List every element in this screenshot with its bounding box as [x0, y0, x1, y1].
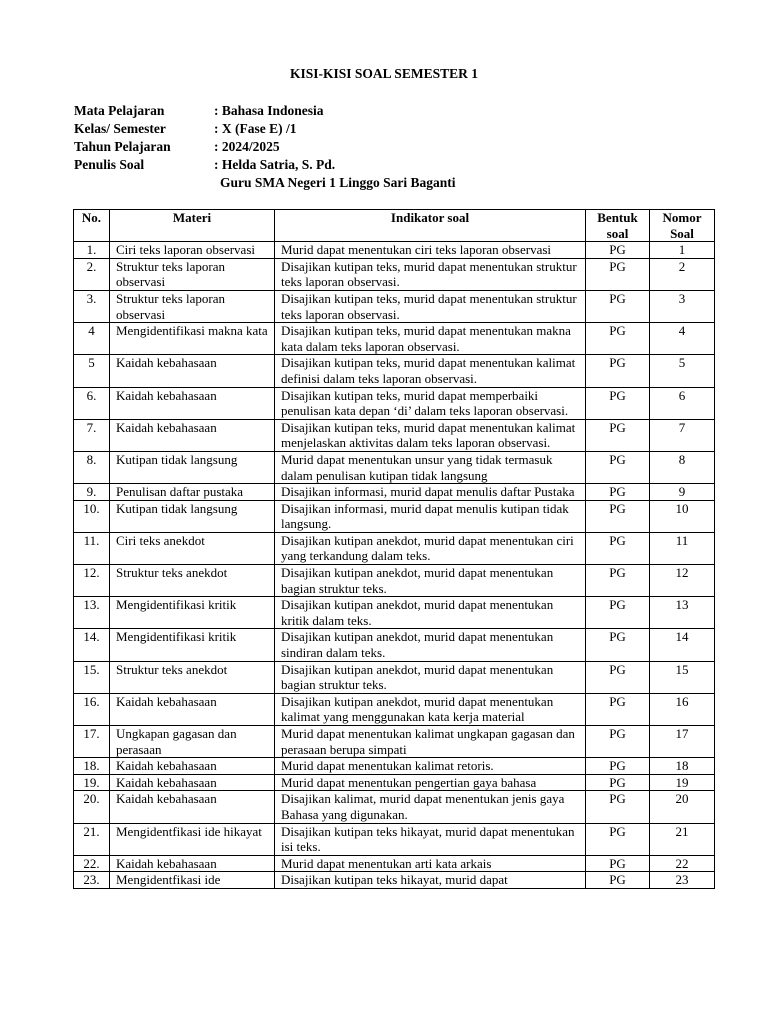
table-row [74, 484, 715, 501]
cell-nomor: 9 [650, 484, 715, 501]
cell-nomor: 1 [650, 242, 715, 259]
cell-materi: Kaidah kebahasaan [110, 419, 275, 451]
cell-materi: Kaidah kebahasaan [110, 774, 275, 791]
table-row [74, 419, 715, 451]
table-row [74, 774, 715, 791]
cell-nomor: 7 [650, 419, 715, 451]
cell-bentuk: PG [586, 242, 650, 259]
table-row [74, 855, 715, 872]
cell-nomor: 2 [650, 258, 715, 290]
header-nomor: Nomor Soal [650, 210, 715, 242]
cell-no: 3. [74, 290, 110, 322]
cell-nomor: 18 [650, 758, 715, 775]
table-row [74, 597, 715, 629]
cell-indikator: Disajikan kutipan anekdot, murid dapat menentukan kritik dalam teks. [275, 597, 586, 629]
cell-bentuk: PG [586, 451, 650, 483]
cell-nomor: 21 [650, 823, 715, 855]
header-indikator: Indikator soal [275, 210, 586, 242]
table-row [74, 726, 715, 758]
cell-materi: Ciri teks anekdot [110, 532, 275, 564]
cell-no: 13. [74, 597, 110, 629]
table-row [74, 661, 715, 693]
cell-indikator: Murid dapat menentukan ciri teks laporan observasi [275, 242, 586, 259]
cell-no: 4 [74, 323, 110, 355]
table-body [74, 242, 715, 889]
cell-indikator: Disajikan kutipan anekdot, murid dapat menentukan kalimat yang menggunakan kata kerja material [275, 693, 586, 725]
cell-bentuk: PG [586, 629, 650, 661]
cell-no: 6. [74, 387, 110, 419]
cell-bentuk: PG [586, 258, 650, 290]
cell-nomor: 14 [650, 629, 715, 661]
cell-indikator: Murid dapat menentukan kalimat retoris. [275, 758, 586, 775]
cell-nomor: 23 [650, 872, 715, 889]
cell-bentuk: PG [586, 823, 650, 855]
meta-label: Penulis Soal [74, 157, 145, 172]
cell-nomor: 11 [650, 532, 715, 564]
cell-nomor: 13 [650, 597, 715, 629]
cell-no: 11. [74, 532, 110, 564]
cell-bentuk: PG [586, 693, 650, 725]
table-row [74, 565, 715, 597]
cell-indikator: Murid dapat menentukan arti kata arkais [275, 855, 586, 872]
cell-materi: Penulisan daftar pustaka [110, 484, 275, 501]
meta-value: : X (Fase E) /1 [214, 121, 297, 136]
cell-no: 16. [74, 693, 110, 725]
cell-materi: Mengidentifikasi kritik [110, 597, 275, 629]
table-row [74, 500, 715, 532]
cell-materi: Kaidah kebahasaan [110, 693, 275, 725]
cell-bentuk: PG [586, 323, 650, 355]
meta-label: Kelas/ Semester [74, 121, 166, 136]
cell-nomor: 19 [650, 774, 715, 791]
cell-bentuk: PG [586, 355, 650, 387]
cell-no: 23. [74, 872, 110, 889]
cell-indikator: Disajikan kutipan teks, murid dapat menentukan struktur teks laporan observasi. [275, 290, 586, 322]
cell-materi: Struktur teks laporan observasi [110, 258, 275, 290]
cell-no: 21. [74, 823, 110, 855]
cell-materi: Mengidentfikasi ide [110, 872, 275, 889]
table-row [74, 290, 715, 322]
cell-indikator: Murid dapat menentukan kalimat ungkapan gagasan dan perasaan berupa simpati [275, 726, 586, 758]
cell-indikator: Murid dapat menentukan unsur yang tidak termasuk dalam penulisan kutipan tidak langsung [275, 451, 586, 483]
cell-materi: Ciri teks laporan observasi [110, 242, 275, 259]
table-row [74, 387, 715, 419]
cell-nomor: 6 [650, 387, 715, 419]
cell-no: 17. [74, 726, 110, 758]
meta-row-class [74, 120, 456, 138]
cell-indikator: Disajikan kutipan teks, murid dapat menentukan makna kata dalam teks laporan observasi. [275, 323, 586, 355]
meta-value: : 2024/2025 [214, 139, 280, 154]
cell-nomor: 12 [650, 565, 715, 597]
cell-materi: Mengidentfikasi ide hikayat [110, 823, 275, 855]
cell-bentuk: PG [586, 726, 650, 758]
cell-indikator: Disajikan kutipan teks hikayat, murid dapat menentukan isi teks. [275, 823, 586, 855]
cell-bentuk: PG [586, 565, 650, 597]
cell-nomor: 10 [650, 500, 715, 532]
table-row [74, 693, 715, 725]
cell-nomor: 20 [650, 791, 715, 823]
cell-nomor: 5 [650, 355, 715, 387]
header-bentuk: Bentuk soal [586, 210, 650, 242]
cell-bentuk: PG [586, 661, 650, 693]
cell-bentuk: PG [586, 758, 650, 775]
cell-indikator: Disajikan kutipan teks, murid dapat menentukan kalimat menjelaskan aktivitas dalam teks laporan observasi. [275, 419, 586, 451]
cell-bentuk: PG [586, 290, 650, 322]
cell-nomor: 3 [650, 290, 715, 322]
cell-no: 22. [74, 855, 110, 872]
table-row [74, 758, 715, 775]
cell-bentuk: PG [586, 791, 650, 823]
cell-no: 19. [74, 774, 110, 791]
cell-materi: Mengidentifikasi kritik [110, 629, 275, 661]
meta-value: : Helda Satria, S. Pd. [214, 157, 336, 172]
cell-indikator: Disajikan kalimat, murid dapat menentukan jenis gaya Bahasa yang digunakan. [275, 791, 586, 823]
question-grid-table [73, 209, 715, 889]
header-materi: Materi [110, 210, 275, 242]
cell-nomor: 17 [650, 726, 715, 758]
cell-bentuk: PG [586, 532, 650, 564]
table-header-row [74, 210, 715, 242]
cell-no: 8. [74, 451, 110, 483]
cell-indikator: Disajikan kutipan anekdot, murid dapat menentukan ciri yang terkandung dalam teks. [275, 532, 586, 564]
cell-bentuk: PG [586, 597, 650, 629]
header-no: No. [74, 210, 110, 242]
author-institution: Guru SMA Negeri 1 Linggo Sari Baganti [220, 175, 456, 190]
cell-nomor: 15 [650, 661, 715, 693]
table-row [74, 823, 715, 855]
cell-materi: Struktur teks laporan observasi [110, 290, 275, 322]
cell-materi: Kaidah kebahasaan [110, 387, 275, 419]
page-title: KISI-KISI SOAL SEMESTER 1 [290, 66, 478, 81]
cell-nomor: 8 [650, 451, 715, 483]
cell-indikator: Disajikan kutipan anekdot, murid dapat menentukan bagian struktur teks. [275, 565, 586, 597]
meta-row-author [74, 156, 456, 174]
cell-no: 10. [74, 500, 110, 532]
table-row [74, 791, 715, 823]
meta-value: : Bahasa Indonesia [214, 103, 324, 118]
cell-no: 18. [74, 758, 110, 775]
cell-no: 20. [74, 791, 110, 823]
table-row [74, 872, 715, 889]
cell-indikator: Disajikan kutipan teks, murid dapat menentukan struktur teks laporan observasi. [275, 258, 586, 290]
cell-bentuk: PG [586, 855, 650, 872]
meta-label: Mata Pelajaran [74, 103, 165, 118]
cell-nomor: 4 [650, 323, 715, 355]
table-row [74, 532, 715, 564]
cell-indikator: Disajikan kutipan teks hikayat, murid dapat [275, 872, 586, 889]
cell-bentuk: PG [586, 387, 650, 419]
meta-row-year [74, 138, 456, 156]
cell-materi: Struktur teks anekdot [110, 661, 275, 693]
cell-indikator: Disajikan kutipan teks, murid dapat memperbaiki penulisan kata depan ‘di’ dalam teks laporan observasi. [275, 387, 586, 419]
meta-row-subject [74, 102, 456, 120]
cell-no: 1. [74, 242, 110, 259]
meta-label: Tahun Pelajaran [74, 139, 171, 154]
cell-materi: Struktur teks anekdot [110, 565, 275, 597]
cell-nomor: 16 [650, 693, 715, 725]
cell-no: 15. [74, 661, 110, 693]
cell-indikator: Murid dapat menentukan pengertian gaya bahasa [275, 774, 586, 791]
cell-bentuk: PG [586, 774, 650, 791]
cell-no: 9. [74, 484, 110, 501]
cell-bentuk: PG [586, 872, 650, 889]
table-row [74, 242, 715, 259]
cell-materi: Ungkapan gagasan dan perasaan [110, 726, 275, 758]
table-row [74, 355, 715, 387]
cell-no: 12. [74, 565, 110, 597]
cell-materi: Kaidah kebahasaan [110, 758, 275, 775]
cell-indikator: Disajikan informasi, murid dapat menulis kutipan tidak langsung. [275, 500, 586, 532]
table-row [74, 258, 715, 290]
cell-bentuk: PG [586, 419, 650, 451]
cell-materi: Kutipan tidak langsung [110, 500, 275, 532]
table-row [74, 323, 715, 355]
cell-materi: Kaidah kebahasaan [110, 855, 275, 872]
cell-materi: Mengidentifikasi makna kata [110, 323, 275, 355]
cell-no: 2. [74, 258, 110, 290]
cell-bentuk: PG [586, 500, 650, 532]
cell-indikator: Disajikan kutipan teks, murid dapat menentukan kalimat definisi dalam teks laporan observasi. [275, 355, 586, 387]
cell-materi: Kaidah kebahasaan [110, 791, 275, 823]
cell-no: 14. [74, 629, 110, 661]
cell-materi: Kutipan tidak langsung [110, 451, 275, 483]
cell-indikator: Disajikan kutipan anekdot, murid dapat menentukan bagian struktur teks. [275, 661, 586, 693]
cell-no: 5 [74, 355, 110, 387]
table-row [74, 629, 715, 661]
cell-bentuk: PG [586, 484, 650, 501]
cell-indikator: Disajikan informasi, murid dapat menulis daftar Pustaka [275, 484, 586, 501]
cell-no: 7. [74, 419, 110, 451]
cell-nomor: 22 [650, 855, 715, 872]
cell-indikator: Disajikan kutipan anekdot, murid dapat menentukan sindiran dalam teks. [275, 629, 586, 661]
document-metadata [74, 102, 456, 192]
cell-materi: Kaidah kebahasaan [110, 355, 275, 387]
table-row [74, 451, 715, 483]
